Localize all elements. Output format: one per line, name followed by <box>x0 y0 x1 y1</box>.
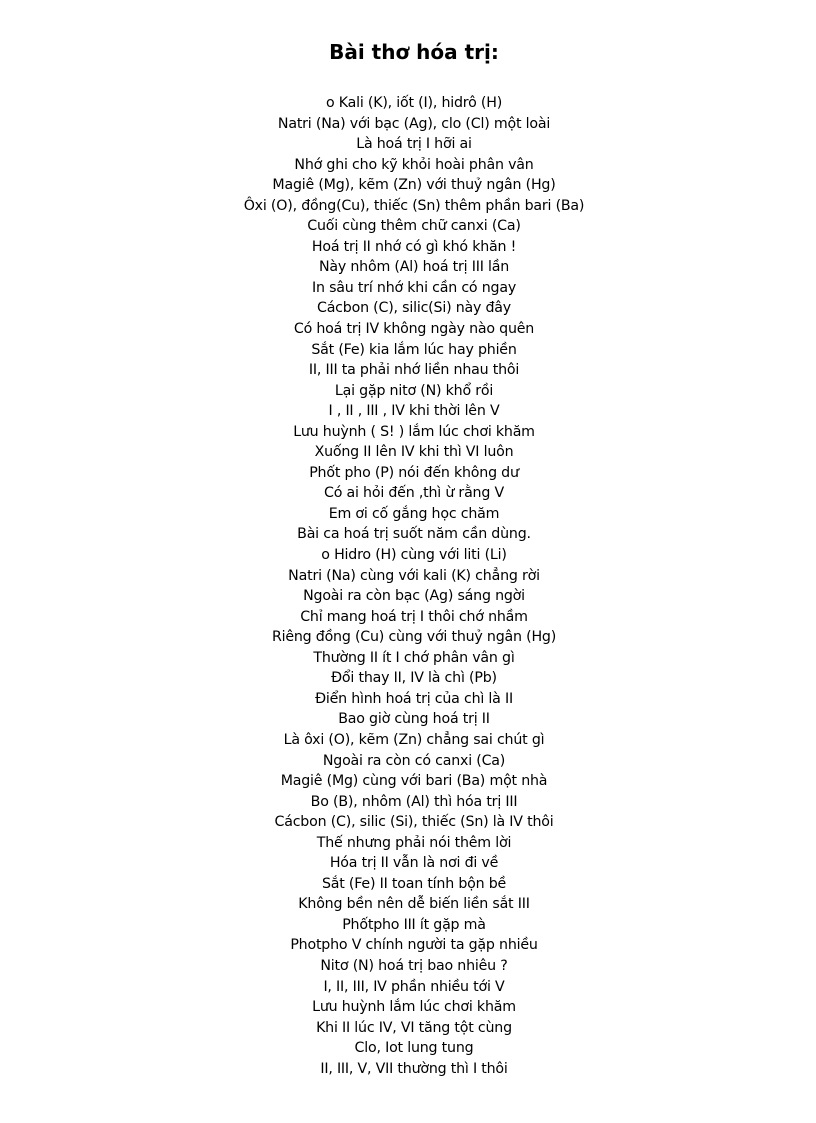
poem-line: In sâu trí nhớ khi cần có ngay <box>311 279 517 296</box>
poem-line: Thường II ít I chớ phân vân gì <box>313 649 515 666</box>
poem-line: Em ơi cố gắng học chăm <box>328 505 500 522</box>
poem-line: Có ai hỏi đến ,thì ừ rằng V <box>324 485 504 502</box>
poem-line: Hoá trị II nhớ có gì khó khăn ! <box>311 238 517 255</box>
poem-line: II, III, V, VII thường thì I thôi <box>320 1060 508 1077</box>
poem-line: Không bền nên dễ biến liền sắt III <box>298 896 530 913</box>
poem-line: Phốt pho (P) nói đến không dư <box>309 464 519 481</box>
poem-line: Natri (Na) cùng với kali (K) chẳng rời <box>288 567 540 584</box>
poem-line: Lưu huỳnh ( S! ) lắm lúc chơi khăm <box>293 423 535 440</box>
poem-line: Cácbon (C), silic (Si), thiếc (Sn) là IV thôi <box>274 814 554 831</box>
poem-line: Là ôxi (O), kẽm (Zn) chẳng sai chút gì <box>283 731 545 748</box>
poem-line: Natri (Na) với bạc (Ag), clo (Cl) một loài <box>277 115 551 132</box>
poem-line: Photpho V chính người ta gặp nhiều <box>290 937 538 954</box>
poem-line: Thế nhưng phải nói thêm lời <box>316 834 512 851</box>
poem-line: Magiê (Mg) cùng với bari (Ba) một nhà <box>280 773 548 790</box>
poem-line: Riêng đồng (Cu) cùng với thuỷ ngân (Hg) <box>271 629 557 646</box>
poem-line: Bao giờ cùng hoá trị II <box>338 711 490 728</box>
poem-line: Khi II lúc IV, VI tăng tột cùng <box>316 1019 512 1036</box>
poem-line: Lưu huỳnh lắm lúc chơi khăm <box>312 999 516 1016</box>
poem-line: Cuối cùng thêm chữ canxi (Ca) <box>307 218 521 235</box>
poem-line: Xuống II lên IV khi thì VI luôn <box>314 444 514 461</box>
poem-line: Phốtpho III ít gặp mà <box>342 916 486 933</box>
poem-line: Cácbon (C), silic(Si) này đây <box>316 300 512 317</box>
poem-line: II, III ta phải nhớ liền nhau thôi <box>308 362 520 379</box>
poem-line: Điển hình hoá trị của chì là II <box>315 690 513 707</box>
poem-line: Nhớ ghi cho kỹ khỏi hoài phân vân <box>294 156 534 173</box>
poem-line: Magiê (Mg), kẽm (Zn) với thuỷ ngân (Hg) <box>272 177 556 194</box>
poem-line: I , II , III , IV khi thời lên V <box>328 403 500 420</box>
poem-line: Lại gặp nitơ (N) khổ rồi <box>334 382 494 399</box>
poem-line: o Hidro (H) cùng với liti (Li) <box>321 547 507 564</box>
poem-line: Này nhôm (Al) hoá trị III lần <box>318 259 510 276</box>
poem-line: Hóa trị II vẫn là nơi đi về <box>329 855 499 872</box>
poem-line: Bài ca hoá trị suốt năm cần dùng. <box>297 526 531 543</box>
poem-line: Clo, Iot lung tung <box>354 1040 474 1057</box>
poem-line: Có hoá trị IV không ngày nào quên <box>293 321 535 338</box>
poem-line: Nitơ (N) hoá trị bao nhiêu ? <box>320 957 508 974</box>
poem-line: Là hoá trị I hỡi ai <box>356 136 472 153</box>
poem-line: Chỉ mang hoá trị I thôi chớ nhầm <box>300 608 528 625</box>
poem-title: Bài thơ hóa trị: <box>329 40 499 64</box>
poem-line: Ngoài ra còn bạc (Ag) sáng ngời <box>303 588 525 605</box>
poem-line: Ngoài ra còn có canxi (Ca) <box>322 752 506 769</box>
poem-line: o Kali (K), iốt (I), hidrô (H) <box>325 95 503 111</box>
poem-line: Bo (B), nhôm (Al) thì hóa trị III <box>310 793 518 810</box>
poem-line: Sắt (Fe) kia lắm lúc hay phiền <box>311 341 517 358</box>
poem-line: Đổi thay II, IV là chì (Pb) <box>331 670 497 687</box>
poem-line: I, II, III, IV phần nhiều tới V <box>323 978 505 995</box>
poem-line: Sắt (Fe) II toan tính bộn bề <box>321 875 507 892</box>
poem-body <box>0 93 816 1079</box>
poem-line: Ôxi (O), đồng(Cu), thiếc (Sn) thêm phần bari (Ba) <box>243 197 585 214</box>
